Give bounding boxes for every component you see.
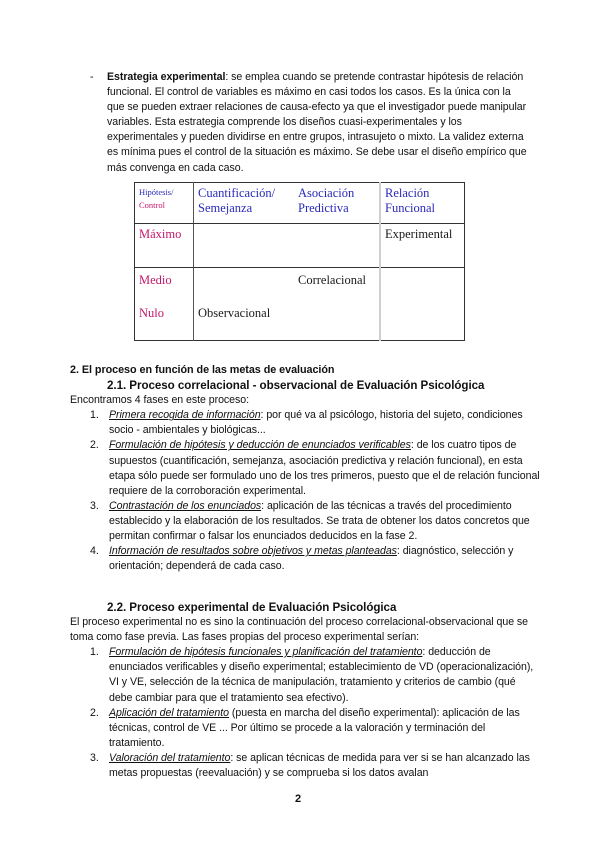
list-item-text: : por qué va al psicólogo, historia del sujeto, condiciones socio - ambientales y biológicas... <box>109 409 523 437</box>
list-item <box>70 751 540 781</box>
list-item-text: : aplicación de las técnicas a través del procedimiento establecido y la elaboración de los resultados. Se trata de obtener los datos concretos que permitan confirmar o falsar los enunciados deducidos en la fase 2. <box>109 499 530 543</box>
table-row <box>135 303 465 341</box>
section-2 <box>70 363 540 574</box>
section-2-2 <box>70 600 540 781</box>
table-cell: Observacional <box>194 303 295 341</box>
list-item-title: Valoración del tratamiento <box>109 751 231 764</box>
subsection-intro: Encontramos 4 fases en este proceso: <box>70 394 249 407</box>
row-label: Nulo <box>139 306 164 320</box>
list-item <box>70 544 540 574</box>
list-item-title: Primera recogida de información <box>109 409 261 422</box>
list-number: 3. <box>90 751 99 764</box>
row-label: Medio <box>139 273 172 287</box>
table-row <box>135 224 465 268</box>
list-item-title: Formulación de hipótesis y deducción de enunciados verificables <box>109 439 411 452</box>
phase-list-experimental <box>70 645 540 781</box>
list-number: 4. <box>90 545 99 558</box>
table-cell <box>294 224 380 268</box>
list-item-title: Contrastación de los enunciados <box>109 499 262 512</box>
table-cell <box>380 268 465 304</box>
list-item-title: Información de resultados sobre objetivos y metas planteadas <box>109 545 397 558</box>
phase-list-correlational <box>70 408 540 574</box>
list-number: 2. <box>90 706 99 719</box>
bullet-body <box>107 70 530 176</box>
list-item-text: : de los cuatro tipos de supuestos (cuantificación, semejanza, asociación predictiva y relación funcional), en esta etapa sólo puede ser formulado uno de los tres primeros, puesto que el de relación funcional requiere de la corroboración experimental. <box>109 439 540 497</box>
table-header-row <box>135 183 465 224</box>
list-number: 2. <box>90 439 99 452</box>
list-number: 3. <box>90 499 99 512</box>
list-number: 1. <box>90 409 99 422</box>
list-item <box>70 706 540 751</box>
bullet-term: Estrategia experimental <box>107 71 226 83</box>
list-item-title: Formulación de hipótesis funcionales y planificación del tratamiento <box>109 646 423 659</box>
table-cell <box>294 303 380 341</box>
table-cell: Experimental <box>380 224 465 268</box>
table-cell <box>194 224 295 268</box>
table-row <box>135 268 465 304</box>
bullet-text: : se emplea cuando se pretende contrastar hipótesis de relación funcional. El control de variables es máximo en casi todos los casos. Es la única con la que se pueden extraer relaciones de causa-efecto ya que el investigador puede manipular variables. Esta estrategia comprende los diseños cuasi-experimentales y los experimentales y pueden dividirse en entre grupos, intrasujeto o mixto. La validez externa es mínima pues el control de la situación es máximo. Se debe usar el diseño empírico que más convenga en cada caso. <box>107 71 527 174</box>
subsection-intro: El proceso experimental no es sino la continuación del proceso correlacional-observacional que se toma como fase previa. Las fases propias del proceso experimental serían: <box>70 616 529 644</box>
list-item-text: : se aplican técnicas de medida para ver si se han alcanzado las metas propuestas (reevaluación) y se comprueba si los datos avalan <box>109 751 530 780</box>
corner-bottom: Control <box>139 200 165 210</box>
subsection-heading: 2.1. Proceso correlacional - observacional de Evaluación Psicológica <box>107 379 485 393</box>
table-corner-cell <box>135 183 194 224</box>
table-header-cell: Relación Funcional <box>380 183 465 224</box>
row-label: Máximo <box>135 224 194 268</box>
table-header-cell: Asociación Predictiva <box>294 183 380 224</box>
list-number: 1. <box>90 646 99 659</box>
list-item-text: : deducción de enunciados verificables y diseño experimental; establecimiento de VD (operacionalización), VI y VE, selección de la técnica de manipulación, tratamiento y criterios de cambio (qué debe cambiar para que el tratamiento sea efectivo). <box>109 646 534 704</box>
bullet-marker: - <box>90 71 94 83</box>
list-item <box>70 499 540 544</box>
list-item-text: (puesta en marcha del diseño experimental): aplicación de las técnicas, control de VE ... Por último se procede a la valoración y terminación del tratamiento. <box>109 706 520 749</box>
list-item-text: : diagnóstico, selección y orientación; dependerá de cada caso. <box>109 545 514 573</box>
section-heading: 2. El proceso en función de las metas de evaluación <box>70 364 335 376</box>
table-cell: Correlacional <box>298 273 367 287</box>
page-number: 2 <box>295 793 302 805</box>
list-item-title: Aplicación del tratamiento <box>109 706 230 719</box>
list-item <box>70 645 540 705</box>
strategy-table <box>134 182 465 341</box>
bullet-estrategia-experimental <box>90 70 530 176</box>
table-header-cell: Cuantificación/ Semejanza <box>194 183 295 224</box>
subsection-heading: 2.2. Proceso experimental de Evaluación Psicológica <box>107 601 397 614</box>
table-cell <box>194 268 295 304</box>
table-cell <box>380 303 465 341</box>
list-item <box>70 408 540 438</box>
corner-top: Hipótesis/ <box>139 187 174 197</box>
list-item <box>70 438 540 498</box>
